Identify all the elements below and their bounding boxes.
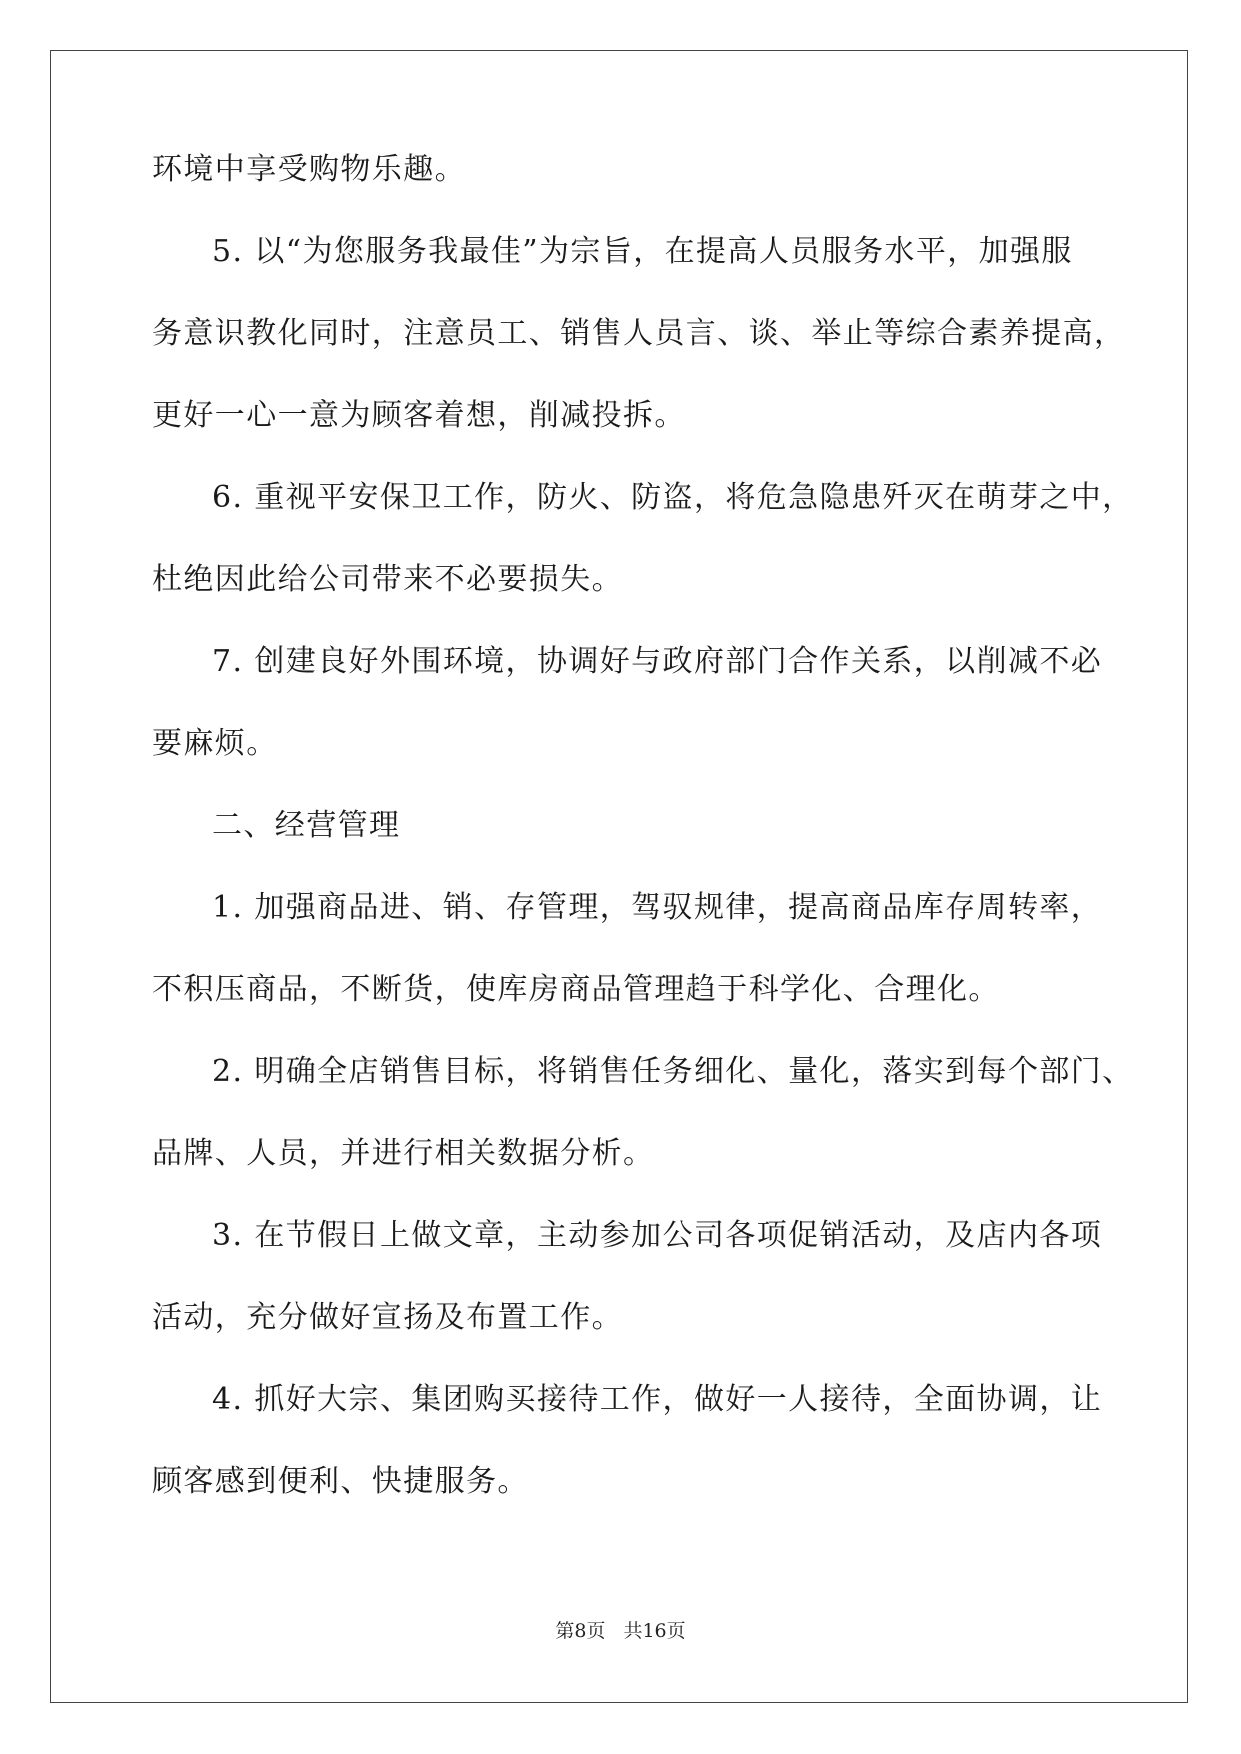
page-total: 共16页 <box>623 1620 686 1642</box>
text-line: 活动，充分做好宣扬及布置工作。 <box>152 1300 623 1335</box>
text-line: 4. 抓好大宗、集团购买接待工作，做好一人接待，全面协调，让 <box>212 1382 1103 1417</box>
section-heading: 二、经营管理 <box>212 808 401 843</box>
text-line: 2. 明确全店销售目标，将销售任务细化、量化，落实到每个部门、 <box>212 1054 1134 1089</box>
text-line: 务意识教化同时，注意员工、销售人员言、谈、举止等综合素养提高， <box>152 316 1126 351</box>
document-body <box>152 150 1134 1544</box>
text-line: 不积压商品，不断货，使库房商品管理趋于科学化、合理化。 <box>152 972 1000 1007</box>
text-line: 品牌、人员，并进行相关数据分析。 <box>152 1136 655 1171</box>
text-line: 顾客感到便利、快捷服务。 <box>152 1464 529 1499</box>
text-line: 环境中享受购物乐趣。 <box>152 152 466 187</box>
text-line: 3. 在节假日上做文章，主动参加公司各项促销活动，及店内各项 <box>212 1218 1103 1253</box>
text-line: 6. 重视平安保卫工作，防火、防盗，将危急隐患歼灭在萌芽之中， <box>212 480 1134 515</box>
text-line: 1. 加强商品进、销、存管理，驾驭规律，提高商品库存周转率， <box>212 890 1103 925</box>
page-number: 第8页 <box>555 1620 606 1642</box>
text-line: 要麻烦。 <box>152 726 278 761</box>
page-footer <box>0 1619 1241 1643</box>
text-line: 杜绝因此给公司带来不必要损失。 <box>152 562 623 597</box>
text-line: 7. 创建良好外围环境，协调好与政府部门合作关系，以削减不必 <box>212 644 1103 679</box>
text-line: 更好一心一意为顾客着想，削减投拆。 <box>152 398 686 433</box>
text-line: 5. 以“为您服务我最佳”为宗旨，在提高人员服务水平，加强服 <box>212 234 1073 269</box>
